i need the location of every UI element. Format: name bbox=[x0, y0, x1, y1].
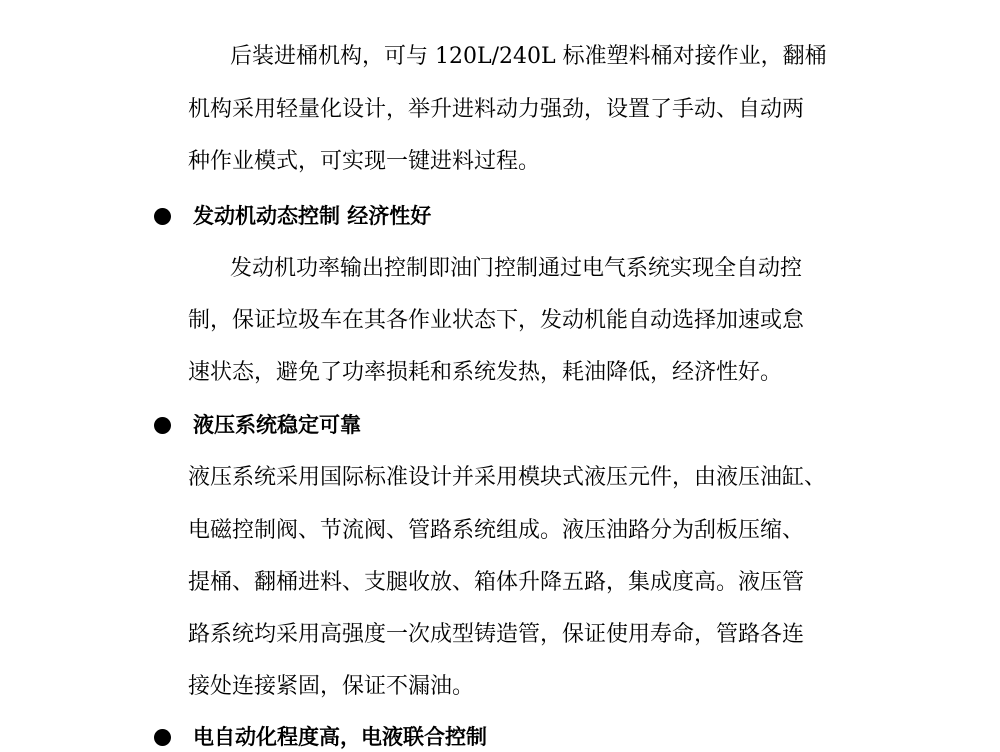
bullet-icon bbox=[154, 417, 171, 434]
bullet-icon bbox=[154, 729, 171, 746]
section-heading bbox=[154, 410, 361, 440]
paragraph-line: 种作业模式，可实现一键进料过程。 bbox=[188, 149, 541, 174]
section-heading bbox=[154, 722, 487, 752]
paragraph-line: 电磁控制阀、节流阀、管路系统组成。液压油路分为刮板压缩、 bbox=[188, 518, 805, 543]
section-heading-text: 发动机动态控制 经济性好 bbox=[193, 204, 432, 228]
paragraph-line: 接处连接紧固，保证不漏油。 bbox=[188, 674, 475, 699]
section-heading-text: 电自动化程度高，电液联合控制 bbox=[193, 725, 487, 749]
section-heading bbox=[154, 201, 431, 231]
bullet-icon bbox=[154, 208, 171, 225]
paragraph-line: 后装进桶机构，可与 120L/240L 标准塑料桶对接作业，翻桶 bbox=[230, 44, 827, 69]
paragraph-line: 液压系统采用国际标准设计并采用模块式液压元件，由液压油缸、 bbox=[188, 465, 827, 490]
paragraph-line: 机构采用轻量化设计，举升进料动力强劲，设置了手动、自动两 bbox=[188, 97, 805, 122]
paragraph-line: 速状态，避免了功率损耗和系统发热，耗油降低，经济性好。 bbox=[188, 360, 783, 385]
paragraph-line: 发动机功率输出控制即油门控制通过电气系统实现全自动控 bbox=[230, 256, 803, 281]
paragraph-line: 制，保证垃圾车在其各作业状态下，发动机能自动选择加速或怠 bbox=[188, 308, 805, 333]
paragraph-line: 提桶、翻桶进料、支腿收放、箱体升降五路，集成度高。液压管 bbox=[188, 570, 805, 595]
paragraph-line: 路系统均采用高强度一次成型铸造管，保证使用寿命，管路各连 bbox=[188, 622, 805, 647]
section-heading-text: 液压系统稳定可靠 bbox=[193, 413, 361, 437]
